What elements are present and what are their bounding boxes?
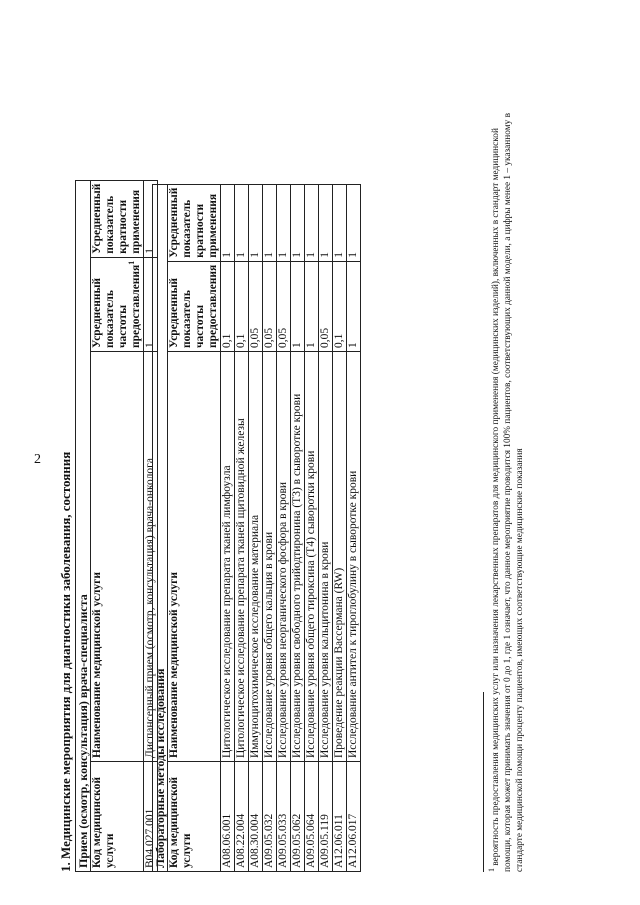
section-title: Прием (осмотр, консультация) врача-специалиста [76, 180, 91, 871]
service-code: A09.05.032 [263, 762, 277, 872]
multiplicity-value: 1 [249, 184, 263, 261]
multiplicity-value: 1 [305, 184, 319, 261]
service-code: A08.22.004 [235, 762, 249, 872]
col-freq-header: Усредненный показатель частоты предоставления$^1$ [91, 257, 144, 351]
service-code: A09.05.062 [291, 762, 305, 872]
header-row [168, 184, 221, 871]
frequency-value: 1 [347, 261, 361, 351]
col-name-header: Наименование медицинской услуги [168, 352, 221, 762]
service-name: Иммуноцитохимическое исследование материала [249, 352, 263, 762]
col-code-header: Код медицинской услуги [168, 762, 221, 872]
table-row [277, 184, 291, 871]
service-name: Проведение реакции Вассермана (RW) [333, 352, 347, 762]
section-title: Лабораторные методы исследования [153, 184, 168, 871]
frequency-value: 1 [144, 257, 158, 351]
section-title-row [76, 180, 91, 871]
service-code: A12.06.017 [347, 762, 361, 872]
table-row [319, 184, 333, 871]
footnote-text: вероятность предоставления медицинских услуг или назначения лекарственных препаратов для медицинского применения (медицинских изделий), включенных в стандарт медицинской помощи, которая может принимать значения от 0 до 1, где 1 означает, что данное мероприятие проводится 100% пациентов, соответствующих данной модели, а цифры менее 1 – указанному в стандарте медицинской помощи проценту пациентов, имеющих соответствующие медицинские показания [491, 113, 525, 872]
frequency-value: 0,05 [277, 261, 291, 351]
multiplicity-value: 1 [347, 184, 361, 261]
rotated-page-content [58, 12, 618, 872]
multiplicity-value: 1 [263, 184, 277, 261]
header-row [91, 180, 144, 871]
multiplicity-value: 1 [221, 184, 235, 261]
footnote-mark: 1 [486, 868, 496, 872]
service-name: Исследование уровня свободного трийодтиронина (Т3) в сыворотке крови [291, 352, 305, 762]
col-name-header: Наименование медицинской услуги [91, 352, 144, 762]
table-row [249, 184, 263, 871]
table-row [263, 184, 277, 871]
service-name: Исследование уровня общего тироксина (Т4) сыворотки крови [305, 352, 319, 762]
col-mult-header: Усредненный показатель кратности применения [168, 184, 221, 261]
service-code: A09.05.033 [277, 762, 291, 872]
frequency-value: 0,05 [319, 261, 333, 351]
laboratory-table [152, 184, 361, 872]
service-code: B04.027.001 [144, 762, 158, 872]
multiplicity-value: 1 [333, 184, 347, 261]
service-name: Цитологическое исследование препарата тканей лимфоузла [221, 352, 235, 762]
table-row [305, 184, 319, 871]
frequency-value: 0,05 [249, 261, 263, 351]
service-name: Исследование уровня неорганического фосфора в крови [277, 352, 291, 762]
table-row [221, 184, 235, 871]
frequency-value: 0,1 [221, 261, 235, 351]
service-name: Диспансерный прием (осмотр, консультация) врача-онколога [144, 352, 158, 762]
footnote-divider [483, 692, 484, 872]
table-row [347, 184, 361, 871]
section-title-row [153, 184, 168, 871]
multiplicity-value: 1 [235, 184, 249, 261]
frequency-value: 0,1 [235, 261, 249, 351]
footnote [486, 112, 526, 872]
col-mult-header: Усредненный показатель кратности применения [91, 180, 144, 257]
footnote-mark: 1 [127, 260, 137, 265]
service-name: Исследование антител к тироглобулину в сыворотке крови [347, 352, 361, 762]
multiplicity-value: 1 [277, 184, 291, 261]
multiplicity-value: 1 [291, 184, 305, 261]
table-row [291, 184, 305, 871]
service-code: A09.05.119 [319, 762, 333, 872]
service-code: A08.06.001 [221, 762, 235, 872]
page-number: 2 [34, 452, 41, 467]
consultation-table [75, 180, 158, 872]
service-code: A09.05.064 [305, 762, 319, 872]
service-name: Цитологическое исследование препарата тканей щитовидной железы [235, 352, 249, 762]
service-name: Исследование уровня кальцитонина в крови [319, 352, 333, 762]
multiplicity-value: 1 [319, 184, 333, 261]
table-row [235, 184, 249, 871]
frequency-value: 1 [291, 261, 305, 351]
service-name: Исследование уровня общего кальция в крови [263, 352, 277, 762]
section-heading: 1. Медицинские мероприятия для диагностики заболевания, состояния [58, 451, 73, 872]
service-code: A08.30.004 [249, 762, 263, 872]
frequency-value: 1 [305, 261, 319, 351]
frequency-value: 0,05 [263, 261, 277, 351]
frequency-value: 0,1 [333, 261, 347, 351]
service-code: A12.06.011 [333, 762, 347, 872]
table-row [333, 184, 347, 871]
col-code-header: Код медицинской услуги [91, 762, 144, 872]
multiplicity-value: 1 [144, 180, 158, 257]
col-freq-header: Усредненный показатель частоты предоставления [168, 261, 221, 351]
